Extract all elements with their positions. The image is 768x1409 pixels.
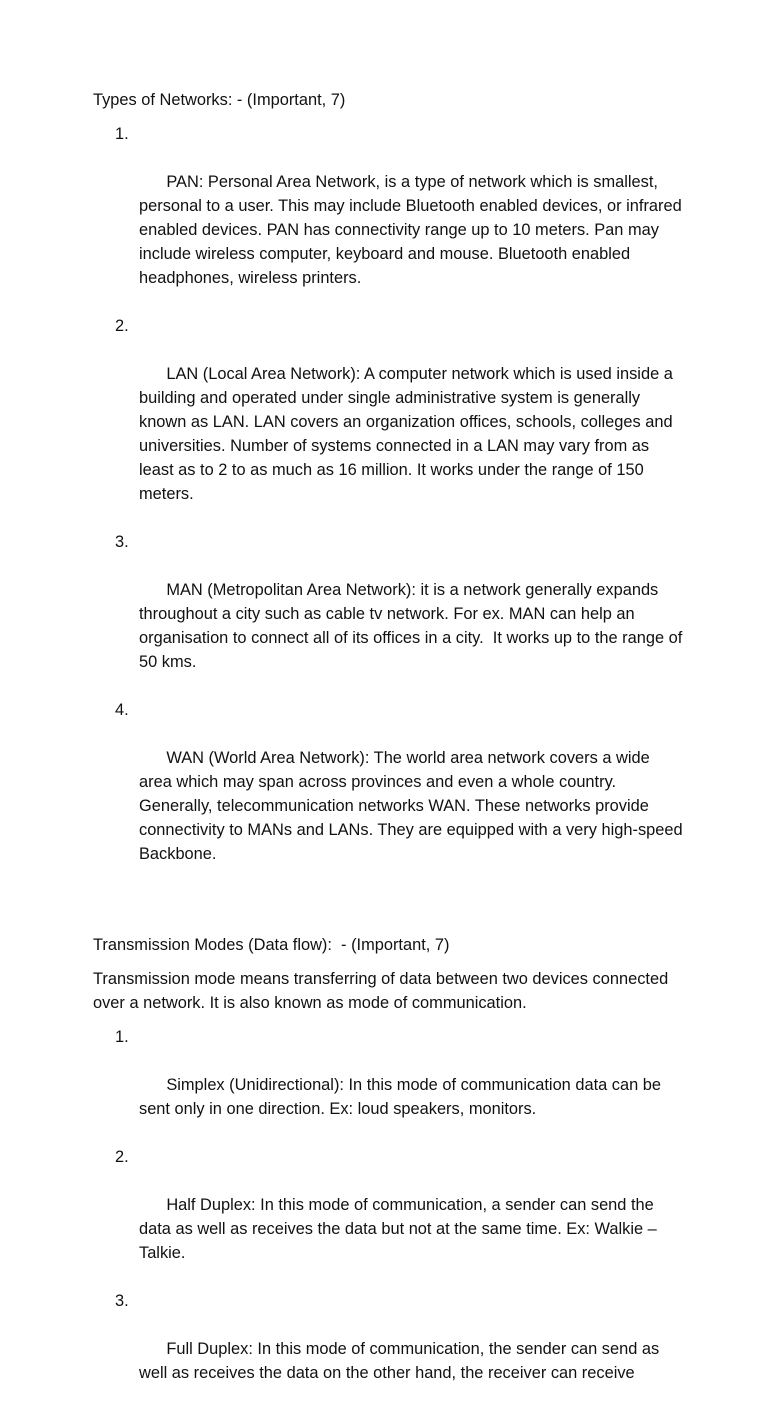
transmission-modes-list xyxy=(93,1025,683,1409)
section-heading-transmission-modes: Transmission Modes (Data flow): - (Important, 7) xyxy=(93,936,450,954)
list-number: 1. xyxy=(115,125,129,143)
spacer xyxy=(93,957,683,967)
list-number: 1. xyxy=(115,1028,129,1046)
list-number: 3. xyxy=(115,533,129,551)
list-item xyxy=(93,122,687,314)
list-item-text: WAN (World Area Network): The world area network covers a wide area which may span across provinces and even a whole country. Generally, telecommunication networks WAN. These networks provide connectivity to MANs and LANs. They are equipped with a very high-speed Backbone. xyxy=(139,749,688,863)
list-item-text: Half Duplex: In this mode of communication, a sender can send the data as well as receives the data but not at the same time. Ex: Walkie – Talkie. xyxy=(139,1196,662,1262)
list-item xyxy=(93,1025,683,1145)
list-number: 3. xyxy=(115,1292,129,1310)
list-item-text: Simplex (Unidirectional): In this mode of communication data can be sent only in one direction. Ex: loud speakers, monitors. xyxy=(139,1076,666,1118)
list-item xyxy=(93,1289,683,1409)
list-number: 2. xyxy=(115,317,129,335)
spacer xyxy=(93,890,683,933)
list-item xyxy=(93,1145,683,1289)
list-item-text: LAN (Local Area Network): A computer network which is used inside a building and operated under single administrative system is generally known as LAN. LAN covers an organization offices, schools, colleges and universities. Number of systems connected in a LAN may vary from as least as to 2 to as much as 16 million. It works under the range of 150 meters. xyxy=(139,365,678,503)
list-item xyxy=(93,314,683,530)
list-item xyxy=(93,698,688,890)
list-item-text: PAN: Personal Area Network, is a type of network which is smallest, personal to a user. This may include Bluetooth enabled devices, or infrared enabled devices. PAN has connectivity range up to 10 meters. Pan may include wireless computer, keyboard and mouse. Bluetooth enabled headphones, wireless printers. xyxy=(139,173,687,287)
document-page xyxy=(93,88,688,1409)
list-number: 4. xyxy=(115,701,129,719)
network-types-list xyxy=(93,122,688,890)
list-number: 2. xyxy=(115,1148,129,1166)
list-item-text: Full Duplex: In this mode of communication, the sender can send as well as receives the data on the other hand, the receiver can receive xyxy=(139,1340,664,1382)
intro-paragraph: Transmission mode means transferring of data between two devices connected over a network. It is also known as mode of communication. xyxy=(93,970,669,1012)
section-heading-types-of-networks: Types of Networks: - (Important, 7) xyxy=(93,91,346,109)
spacer xyxy=(93,112,683,122)
list-item-text: MAN (Metropolitan Area Network): it is a network generally expands throughout a city such as cable tv network. For ex. MAN can help an organisation to connect all of its offices in a city. It works up to the range of 50 kms. xyxy=(139,581,687,671)
list-item xyxy=(93,530,687,698)
